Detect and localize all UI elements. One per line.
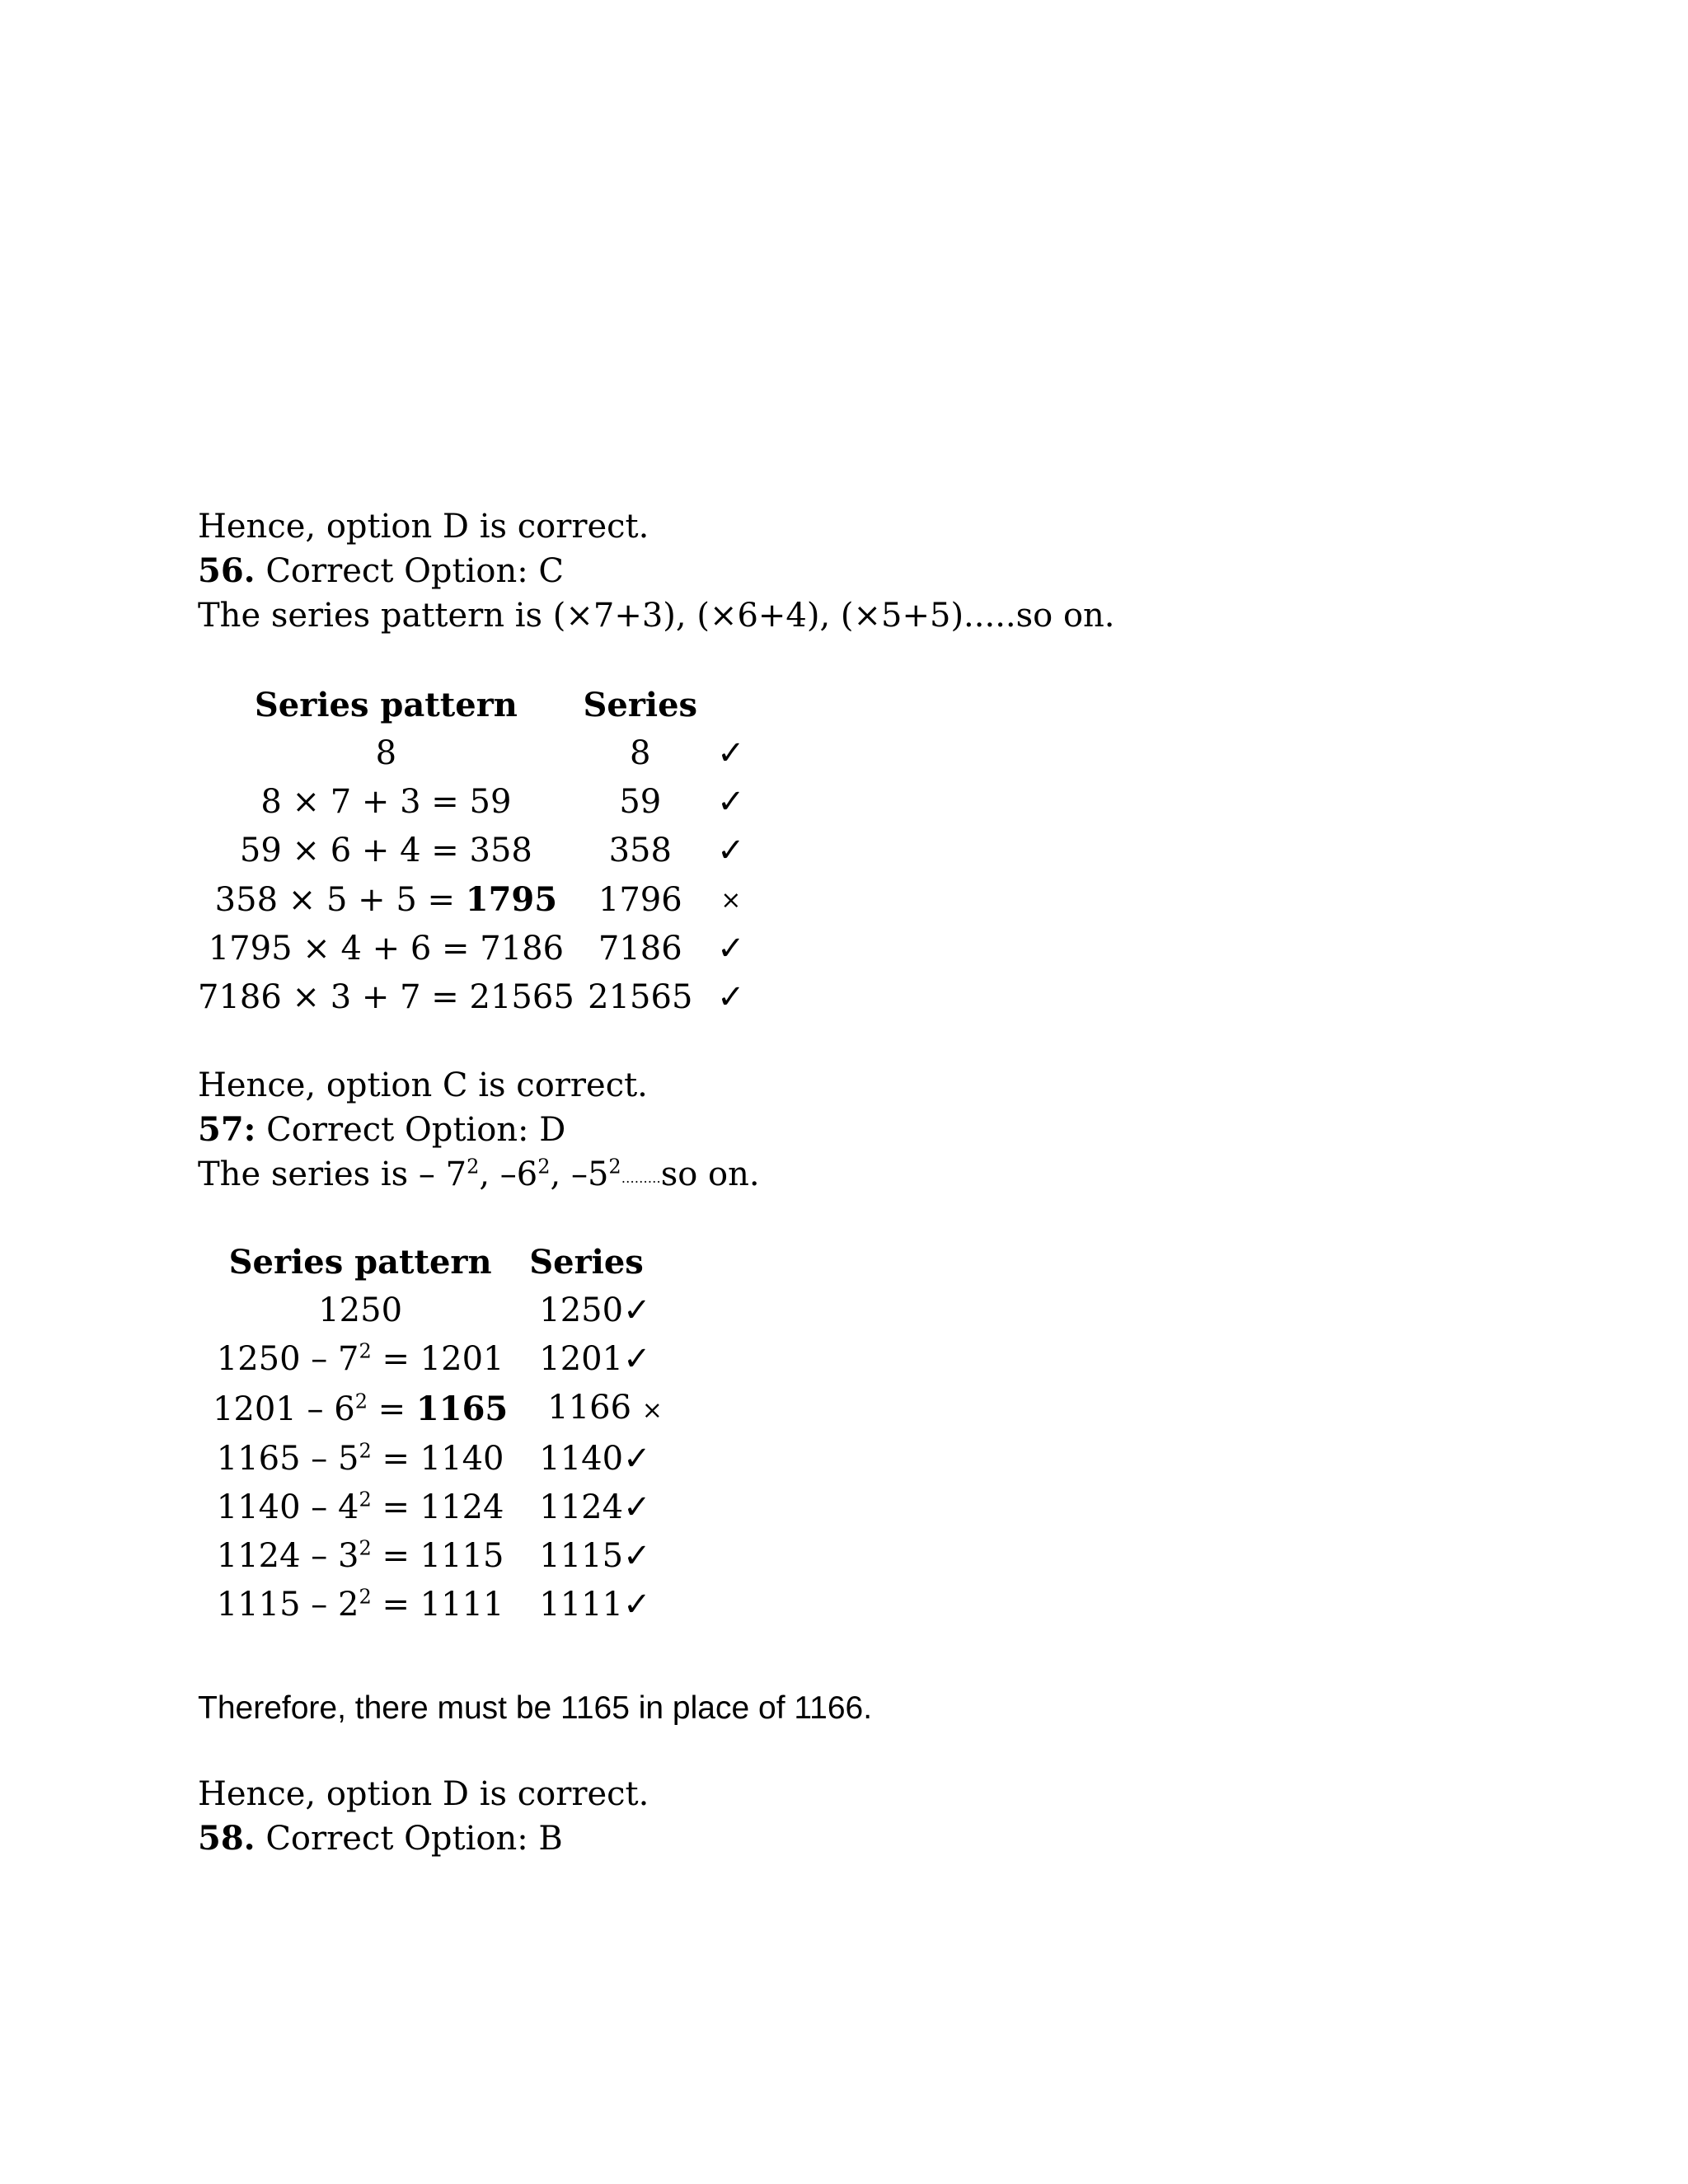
series-table-57 bbox=[213, 1238, 663, 1629]
series-cell: 1796 bbox=[598, 880, 682, 919]
series-cell: 1111✓ bbox=[539, 1586, 651, 1624]
pattern-cell: 8 × 7 + 3 = 59 bbox=[260, 783, 512, 821]
table-row bbox=[198, 875, 756, 925]
question-number: 56. bbox=[198, 551, 256, 590]
pattern-cell: 1250 bbox=[318, 1291, 403, 1329]
series-cell: 1201✓ bbox=[539, 1340, 651, 1378]
check-icon: ✓ bbox=[717, 734, 745, 772]
check-icon: ✓ bbox=[717, 978, 745, 1016]
header-series-pattern: Series pattern bbox=[254, 686, 518, 724]
therefore-statement: Therefore, there must be 1165 in place of 1166. bbox=[198, 1690, 873, 1726]
table-row bbox=[213, 1532, 663, 1581]
pattern-cell: 59 × 6 + 4 = 358 bbox=[239, 832, 532, 869]
header-series-pattern: Series pattern bbox=[228, 1243, 492, 1282]
pattern-cell: $1124 - 3^2 = 1115$ bbox=[216, 1536, 504, 1575]
series-cell: 1250✓ bbox=[539, 1291, 651, 1329]
pattern-cell: 358 × 5 + 5 = 1795 bbox=[214, 880, 558, 919]
question-56-answer bbox=[198, 549, 564, 593]
pattern-cell: $1201 - 6^2 = 1165$ bbox=[213, 1390, 509, 1428]
question-number: 58. bbox=[198, 1819, 256, 1858]
pattern-cell: 1795 × 4 + 6 = 7186 bbox=[208, 930, 565, 968]
check-icon: ✓ bbox=[623, 1586, 651, 1624]
check-icon: ✓ bbox=[623, 1488, 651, 1526]
prev-conclusion: Hence, option D is correct. bbox=[198, 508, 649, 546]
pattern-cell: $1165 - 5^2 = 1140$ bbox=[216, 1439, 504, 1478]
cross-icon: × bbox=[720, 885, 742, 915]
table-row bbox=[198, 729, 756, 778]
table-header bbox=[198, 681, 756, 729]
series-cell: 8 bbox=[630, 734, 651, 772]
table-row bbox=[213, 1335, 663, 1384]
check-icon: ✓ bbox=[623, 1537, 651, 1575]
correct-value: 1795 bbox=[465, 880, 558, 919]
question-number: 57: bbox=[198, 1110, 256, 1149]
series-cell: 1140✓ bbox=[539, 1440, 651, 1478]
pattern-cell: $1250 - 7^2 = 1201$ bbox=[216, 1339, 504, 1378]
table-row bbox=[198, 925, 756, 973]
series-table-56 bbox=[198, 681, 756, 1022]
series-cell: 21565 bbox=[588, 978, 693, 1016]
check-icon: ✓ bbox=[717, 930, 745, 968]
table-row bbox=[213, 1384, 663, 1435]
table-row bbox=[213, 1483, 663, 1532]
check-icon: ✓ bbox=[717, 832, 745, 869]
series-cell: 1124✓ bbox=[539, 1488, 651, 1526]
table-row bbox=[198, 778, 756, 827]
series-text: The series is – $7^2$, $-6^2$, $-5^2\dots\dots\dots so$ on. bbox=[198, 1155, 760, 1193]
pattern-cell: 7186 × 3 + 7 = 21565 bbox=[198, 978, 574, 1016]
series-cell: 1115✓ bbox=[539, 1537, 651, 1575]
table-header bbox=[213, 1238, 663, 1286]
correct-option: Correct Option: D bbox=[266, 1111, 566, 1149]
series-cell: 1166 × bbox=[547, 1389, 663, 1427]
question-58-answer bbox=[198, 1816, 563, 1861]
table-row bbox=[213, 1581, 663, 1629]
table-row bbox=[213, 1435, 663, 1483]
table-row bbox=[198, 973, 756, 1022]
check-icon: ✓ bbox=[623, 1291, 651, 1329]
series-cell: 358 bbox=[608, 832, 672, 869]
correct-option: Correct Option: C bbox=[265, 552, 565, 590]
series-cell: 59 bbox=[619, 783, 662, 821]
cross-icon: × bbox=[641, 1396, 663, 1425]
pattern-cell: 8 bbox=[375, 734, 397, 772]
question-57-answer bbox=[198, 1108, 565, 1152]
series-pattern-text: The series pattern is (×7+3), (×6+4), (×5+5).....so on. bbox=[198, 597, 1115, 635]
table-row bbox=[198, 827, 756, 875]
correct-option: Correct Option: B bbox=[265, 1820, 563, 1858]
check-icon: ✓ bbox=[623, 1340, 651, 1378]
check-icon: ✓ bbox=[717, 783, 745, 821]
table-row bbox=[213, 1286, 663, 1335]
conclusion-57: Hence, option D is correct. bbox=[198, 1775, 649, 1813]
check-icon: ✓ bbox=[623, 1440, 651, 1478]
conclusion-56: Hence, option C is correct. bbox=[198, 1066, 648, 1104]
pattern-cell: $1115 - 2^2 = 1111$ bbox=[216, 1585, 504, 1624]
header-series: Series bbox=[583, 686, 698, 724]
header-series: Series bbox=[529, 1243, 644, 1282]
pattern-cell: $1140 - 4^2 = 1124$ bbox=[216, 1488, 504, 1526]
series-cell: 7186 bbox=[598, 930, 682, 968]
correct-value: 1165 bbox=[415, 1390, 509, 1428]
